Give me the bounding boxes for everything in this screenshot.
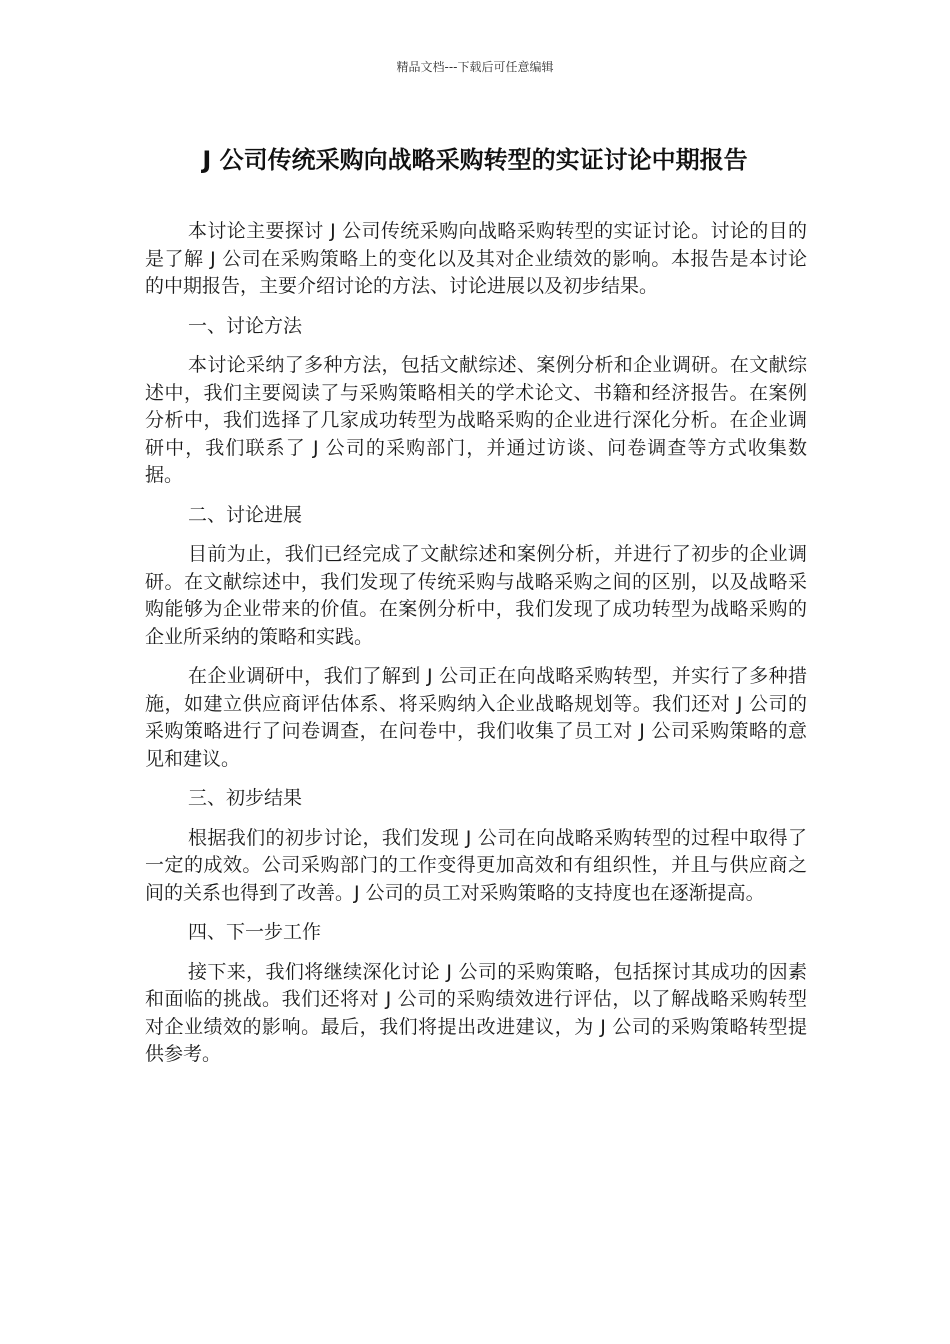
section-heading-progress: 二、讨论进展 bbox=[188, 503, 303, 526]
document-title: J 公司传统采购向战略采购转型的实证讨论中期报告 bbox=[202, 146, 748, 174]
methods-paragraph: 本讨论采纳了多种方法，包括文献综述、案例分析和企业调研。在文献综述中，我们主要阅读了与采购策略相关的学术论文、书籍和经济报告。在案例分析中，我们选择了几家成功转型为战略采购的企业进行深化分析。在企业调研中，我们联系了 J 公司的采购部门，并通过访谈、问卷调查等方式收集数据。 bbox=[145, 354, 807, 486]
section-heading-results: 三、初步结果 bbox=[188, 787, 303, 809]
section-heading-next-steps: 四、下一步工作 bbox=[188, 921, 322, 943]
header-note: 精品文档---下载后可任意编辑 bbox=[396, 60, 554, 74]
results-paragraph: 根据我们的初步讨论，我们发现 J 公司在向战略采购转型的过程中取得了一定的成效。公司采购部门的工作变得更加高效和有组织性，并且与供应商之间的关系也得到了改善。J 公司的员工对采购策略的支持度也在逐渐提高。 bbox=[145, 826, 807, 904]
next-steps-paragraph: 接下来，我们将继续深化讨论 J 公司的采购策略，包括探讨其成功的因素和面临的挑战。我们还将对 J 公司的采购绩效进行评估，以了解战略采购转型对企业绩效的影响。最后，我们将提出改进建议，为 J 公司的采购策略转型提供参考。 bbox=[145, 960, 807, 1065]
progress-paragraph-1: 目前为止，我们已经完成了文献综述和案例分析，并进行了初步的企业调研。在文献综述中，我们发现了传统采购与战略采购之间的区别，以及战略采购能够为企业带来的价值。在案例分析中，我们发现了成功转型为战略采购的企业所采纳的策略和实践。 bbox=[145, 543, 807, 648]
section-heading-methods: 一、讨论方法 bbox=[188, 314, 303, 337]
intro-paragraph: 本讨论主要探讨 J 公司传统采购向战略采购转型的实证讨论。讨论的目的是了解 J 公司在采购策略上的变化以及其对企业绩效的影响。本报告是本讨论的中期报告，主要介绍讨论的方法、讨论进展以及初步结果。 bbox=[145, 220, 807, 297]
progress-paragraph-2: 在企业调研中，我们了解到 J 公司正在向战略采购转型，并实行了多种措施，如建立供应商评估体系、将采购纳入企业战略规划等。我们还对 J 公司的采购策略进行了问卷调查，在问卷中，我们收集了员工对 J 公司采购策略的意见和建议。 bbox=[145, 665, 807, 770]
document-body bbox=[145, 218, 807, 1081]
